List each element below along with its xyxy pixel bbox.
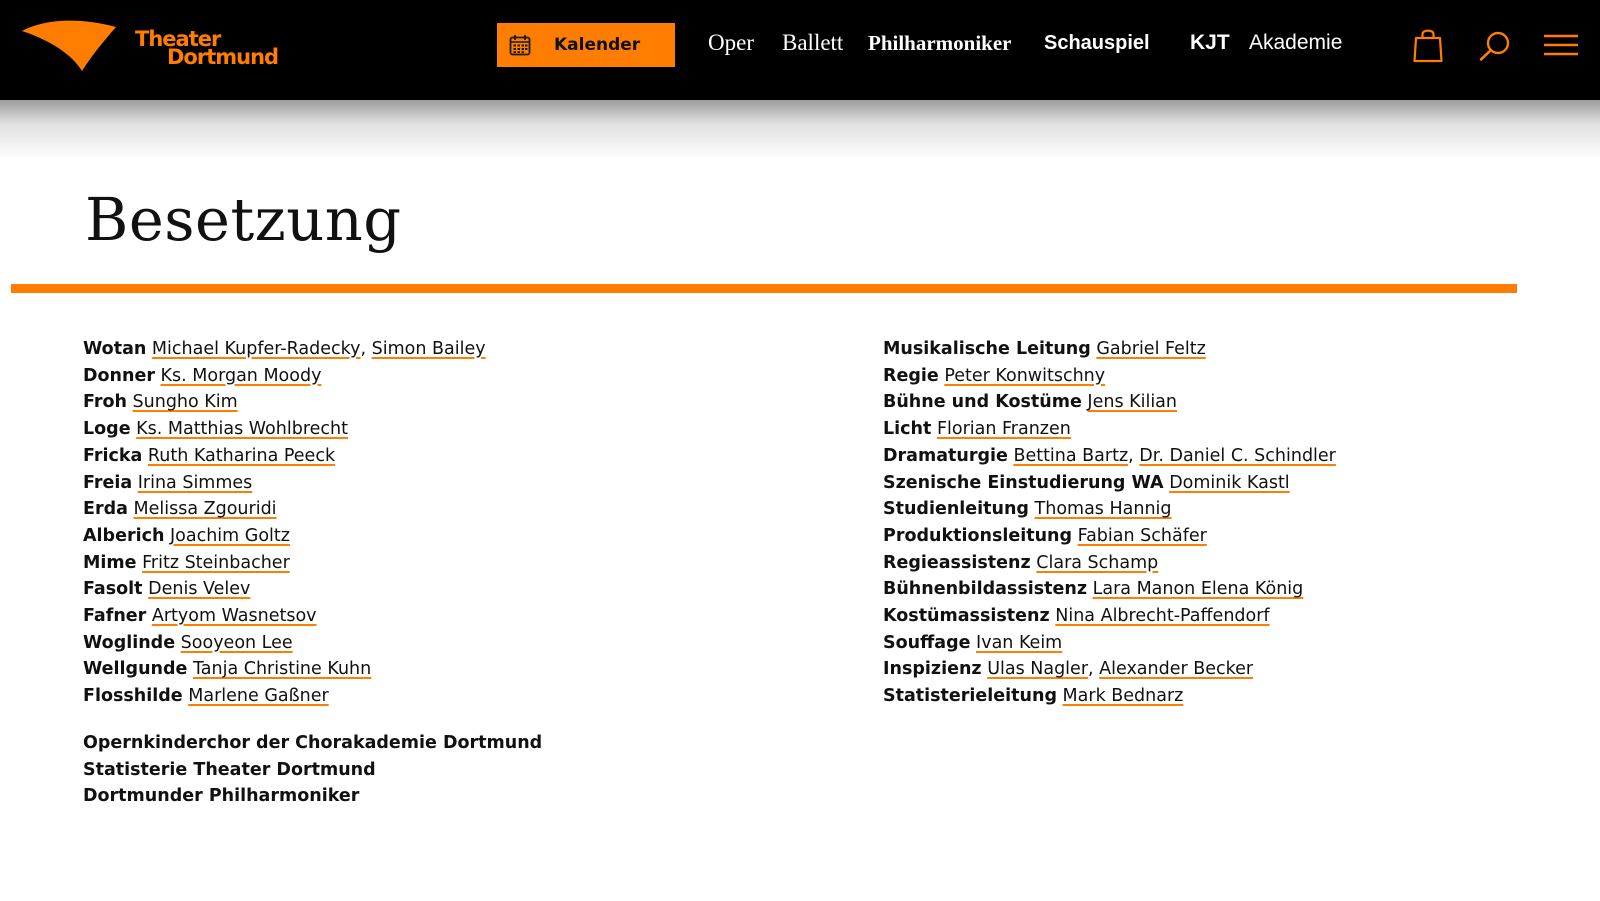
role-label: Froh [83, 392, 127, 413]
role-label: Fafner [83, 606, 147, 627]
ensemble-item: Opernkinderchor der Chorakademie Dortmund [83, 733, 543, 753]
credit-row [883, 603, 1336, 630]
role-label: Kostümassistenz [883, 606, 1050, 627]
ensemble-list [83, 730, 542, 810]
search-icon[interactable] [1478, 30, 1512, 62]
nav-item-schauspiel[interactable]: Schauspiel [1044, 32, 1150, 54]
person-link[interactable]: Marlene Gaßner [188, 686, 329, 707]
person-link[interactable]: Alexander Becker [1099, 659, 1254, 680]
credit-row [83, 389, 486, 416]
credit-row [883, 416, 1336, 443]
credit-row [83, 630, 486, 657]
nav-item-kjt[interactable]: KJT [1190, 31, 1230, 54]
person-link[interactable]: Sooyeon Lee [180, 632, 293, 653]
nav-item-philharmoniker[interactable]: Philharmoniker [868, 31, 1012, 55]
person-link[interactable]: Peter Konwitschny [944, 365, 1106, 386]
role-label: Dramaturgie [883, 445, 1008, 466]
calendar-button-label: Kalender [554, 35, 641, 55]
credit-row [883, 363, 1336, 390]
person-link[interactable]: Dominik Kastl [1169, 472, 1290, 493]
role-label: Wotan [83, 339, 147, 359]
person-link[interactable]: Nina Albrecht-Paffendorf [1055, 606, 1270, 627]
header-shadow [0, 100, 1600, 160]
person-link[interactable]: Mark Bednarz [1062, 686, 1184, 707]
role-label: Studienleitung [883, 499, 1029, 520]
ensemble-item: Dortmunder Philharmoniker [83, 786, 360, 807]
person-link[interactable]: Michael Kupfer-Radecky [151, 339, 361, 359]
role-label: Regie [883, 365, 939, 386]
role-label: Alberich [83, 525, 165, 546]
name-separator: , [1128, 445, 1140, 466]
nav-item-akademie[interactable]: Akademie [1249, 31, 1343, 54]
credit-row [83, 523, 486, 550]
person-link[interactable]: Ks. Matthias Wohlbrecht [136, 419, 348, 440]
credit-row [883, 336, 1336, 363]
creative-team-list [883, 336, 1336, 710]
person-link[interactable]: Simon Bailey [371, 339, 486, 359]
person-link[interactable]: Sungho Kim [132, 392, 238, 413]
role-label: Bühne und Kostüme [883, 392, 1082, 413]
credit-row [883, 576, 1336, 603]
menu-icon[interactable] [1544, 33, 1578, 57]
person-link[interactable]: Dr. Daniel C. Schindler [1139, 445, 1336, 466]
shopping-bag-icon[interactable] [1413, 26, 1443, 64]
person-link[interactable]: Denis Velev [148, 579, 251, 600]
person-link[interactable]: Fabian Schäfer [1077, 525, 1207, 546]
page-title: Besetzung [85, 185, 402, 254]
credit-row [83, 550, 486, 577]
role-label: Produktionsleitung [883, 525, 1073, 546]
role-label: Erda [83, 499, 128, 520]
credit-row [83, 496, 486, 523]
role-label: Freia [83, 472, 133, 493]
person-link[interactable]: Ivan Keim [976, 632, 1063, 653]
role-label: Wellgunde [83, 659, 188, 680]
credit-row [83, 443, 486, 470]
person-link[interactable]: Clara Schamp [1036, 552, 1159, 573]
top-navigation-bar [0, 0, 1600, 100]
logo-line-1: Theater [135, 27, 221, 51]
role-label: Licht [883, 419, 932, 440]
role-label: Mime [83, 552, 137, 573]
person-link[interactable]: Gabriel Feltz [1096, 339, 1206, 359]
credit-row [883, 470, 1336, 497]
role-label: Loge [83, 419, 131, 440]
credit-row [83, 363, 486, 390]
person-link[interactable]: Florian Franzen [936, 419, 1071, 440]
nav-item-ballett[interactable]: Ballett [782, 30, 844, 55]
credit-row [883, 443, 1336, 470]
role-label: Flosshilde [83, 686, 183, 707]
role-label: Woglinde [83, 632, 176, 653]
cast-list [83, 336, 486, 710]
nav-item-oper[interactable]: Oper [708, 30, 754, 55]
credit-row [83, 470, 486, 497]
role-label: Musikalische Leitung [883, 339, 1091, 359]
role-label: Fricka [83, 445, 143, 466]
person-link[interactable]: Lara Manon Elena König [1092, 579, 1304, 600]
credit-row [883, 683, 1336, 710]
role-label: Inspizienz [883, 659, 982, 680]
credit-row [83, 576, 486, 603]
credit-row [83, 336, 486, 363]
person-link[interactable]: Melissa Zgouridi [133, 499, 277, 520]
credit-row [883, 656, 1336, 683]
logo-line-2: Dortmund [167, 45, 279, 69]
calendar-icon [509, 34, 531, 56]
name-separator: , [1088, 659, 1100, 680]
name-separator: , [360, 339, 372, 359]
person-link[interactable]: Ulas Nagler [987, 659, 1089, 680]
role-label: Donner [83, 365, 155, 386]
person-link[interactable]: Ruth Katharina Peeck [147, 445, 336, 466]
ensemble-item: Statisterie Theater Dortmund [83, 759, 376, 780]
credit-row [883, 630, 1336, 657]
role-label: Bühnenbildassistenz [883, 579, 1088, 600]
person-link[interactable]: Fritz Steinbacher [142, 552, 290, 573]
person-link[interactable]: Bettina Bartz [1013, 445, 1129, 466]
person-link[interactable]: Tanja Christine Kuhn [192, 659, 372, 680]
logo-mark-icon [22, 17, 118, 73]
person-link[interactable]: Jens Kilian [1087, 392, 1177, 413]
person-link[interactable]: Ks. Morgan Moody [160, 365, 322, 386]
credit-row [83, 683, 486, 710]
credit-row [883, 550, 1336, 577]
role-label: Statisterieleitung [883, 686, 1057, 707]
theater-dortmund-logo[interactable] [22, 17, 292, 77]
credit-row [883, 389, 1336, 416]
credit-row [883, 523, 1336, 550]
role-label: Fasolt [83, 579, 143, 600]
title-divider [11, 284, 1517, 293]
person-link[interactable]: Joachim Goltz [169, 525, 290, 546]
calendar-button[interactable] [497, 23, 675, 67]
role-label: Regieassistenz [883, 552, 1031, 573]
role-label: Szenische Einstudierung WA [883, 472, 1164, 493]
credit-row [83, 603, 486, 630]
logo-wordmark [135, 27, 279, 69]
credit-row [83, 656, 486, 683]
person-link[interactable]: Thomas Hannig [1034, 499, 1172, 520]
role-label: Souffage [883, 632, 971, 653]
credit-row [883, 496, 1336, 523]
person-link[interactable]: Artyom Wasnetsov [151, 606, 317, 627]
credit-row [83, 416, 486, 443]
person-link[interactable]: Irina Simmes [137, 472, 253, 493]
